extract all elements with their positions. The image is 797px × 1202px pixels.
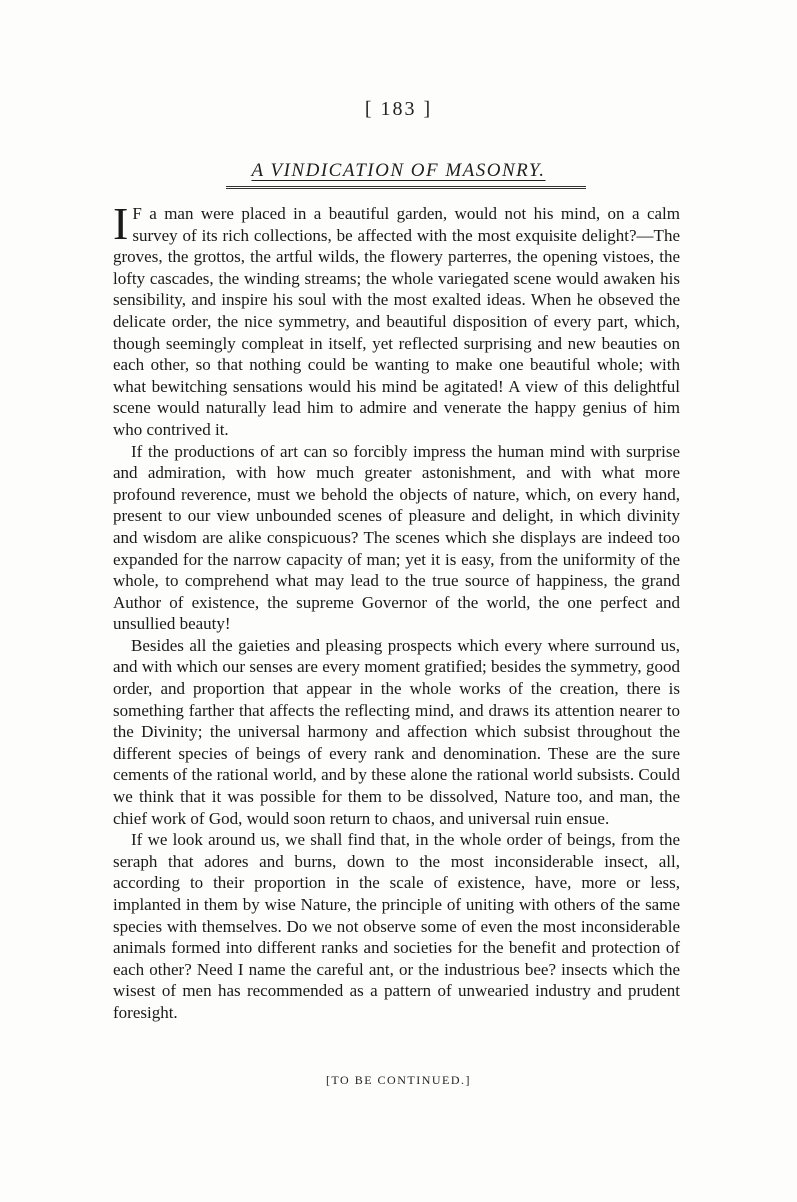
title-divider [226,186,586,189]
paragraph-2: If the productions of art can so forcibly impress the human mind with surprise and admiration, with how much greater astonishment, and with what more profound reverence, must we behold the objects of nature, which, on every hand, present to our view unbounded scenes of pleasure and delight, in which divinity and wisdom are alike conspicuous? The scenes which she displays are indeed too expanded for the narrow capacity of man; yet it is easy, from the uniformity of the whole, to comprehend what may lead to the true source of happiness, the grand Author of existence, the supreme Governor of the world, the one perfect and unsullied beauty! [113,441,680,634]
paragraph-3: Besides all the gaieties and pleasing prospects which every where surround us, and with which our senses are every moment gratified; besides the symmetry, good order, and proportion that appear in the whole works of the creation, there is something farther that affects the reflecting mind, and draws its attention nearer to the Divinity; the universal harmony and affection which subsist throughout the different species of beings of every rank and denomination. These are the sure cements of the rational world, and by these alone the rational world subsists. Could we think that it was possible for them to be dissolved, Nature too, and man, the chief work of God, would soon return to chaos, and universal ruin ensue. [113,635,680,828]
paragraph-4: If we look around us, we shall find that, in the whole order of beings, from the seraph that adores and burns, down to the most inconsiderable insect, all, according to their proportion in the scale of existence, have, more or less, implanted in them by wise Nature, the principle of uniting with others of the same species with themselves. Do we not observe some of even the most inconsiderable animals formed into different ranks and societies for the benefit and protection of each other? Need I name the careful ant, or the industrious bee? insects which the wisest of men has recommended as a pattern of unwearied industry and prudent foresight. [113,830,680,1022]
article-body [113,198,680,1024]
page-title: A VINDICATION OF MASONRY. [251,160,546,181]
drop-cap: I [113,198,129,249]
continuation-note: [TO BE CONTINUED.] [325,1073,472,1087]
page-number: [ 183 ] [364,98,433,120]
paragraph-1-text: F a man were placed in a beautiful garden, would not his mind, on a calm survey of its rich collections, be affected with the most exquisite delight?—The groves, the grottos, the artful wilds, the flowery parterres, the opening vistoes, the lofty cascades, the winding streams; the whole variegated scene would awaken his sensibility, and inspire his soul with the most exalted ideas. When he obseved the delicate order, the nice symmetry, and beautiful disposition of every part, which, though seemingly compleat in itself, yet reflected surprising and new beauties on each other, so that nothing could be wanting to make one beautiful whole; with what bewitching sensations would his mind be agitated! A view of this delightful scene would naturally lead him to admire and venerate the happy genius of him who contrived it. [113,204,680,439]
paragraph-1 [113,198,680,441]
